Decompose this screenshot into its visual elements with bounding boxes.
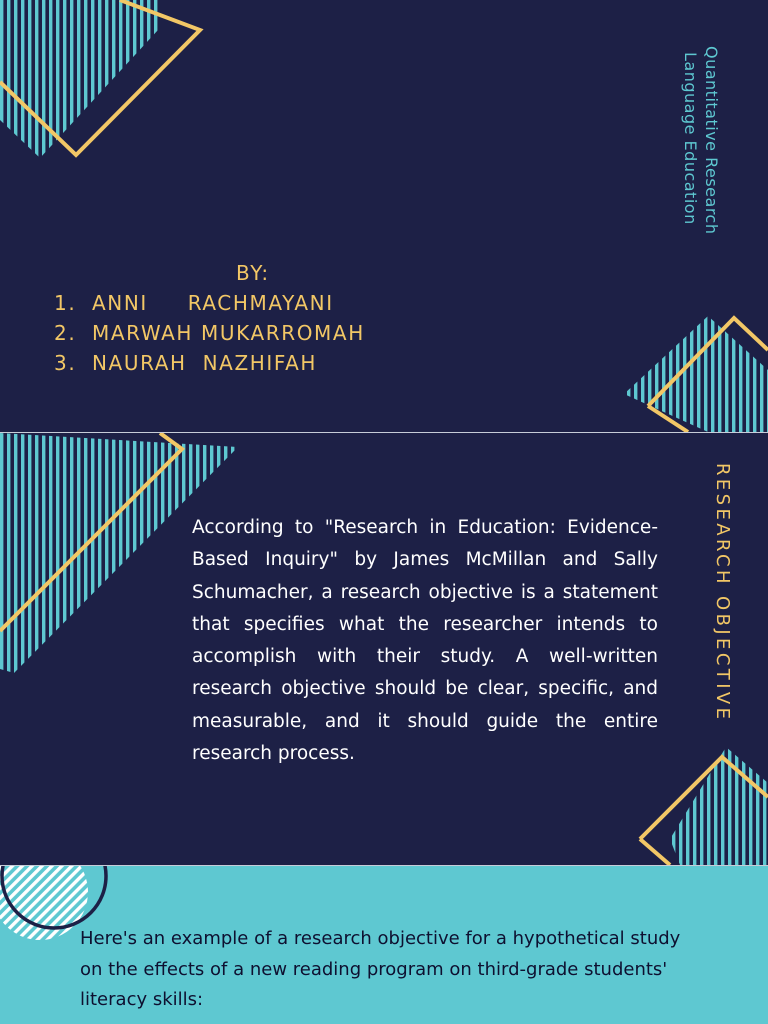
striped-diamond-shape-bottom-right: [620, 310, 768, 432]
by-label: BY:: [236, 261, 270, 285]
author-item: [54, 288, 365, 318]
example-intro-text: Here's an example of a research objective for a hypothetical study on the effects of a new reading program on third-grade students' literacy skills:: [80, 928, 681, 1010]
authors-block: [54, 258, 365, 378]
title-slide: [0, 0, 768, 432]
author-item: [54, 318, 365, 348]
author-name: ANNI RACHMAYANI: [92, 291, 334, 315]
author-number: 3.: [54, 351, 77, 375]
author-name: NAURAH NAZHIFAH: [92, 351, 318, 375]
vertical-title-language-education: Language Education: [681, 52, 700, 225]
author-number: 1.: [54, 291, 77, 315]
vertical-title-quantitative-research: Quantitative Research: [702, 46, 721, 235]
author-item: [54, 348, 365, 378]
research-objective-definition: According to "Research in Education: Evidence-Based Inquiry" by James McMillan and Sally Schumacher, a research objective is a statement that specifies what the researcher intends to accomplish with their study. A well-written research objective should be clear, specific, and measurable, and it should guide the entire research process.: [192, 517, 658, 765]
vertical-title-research-objective: RESEARCH OBJECTIVE: [712, 463, 733, 723]
author-name: MARWAH MUKARROMAH: [92, 321, 365, 345]
author-number: 2.: [54, 321, 77, 345]
striped-triangle-shape-top-left: [0, 0, 210, 170]
